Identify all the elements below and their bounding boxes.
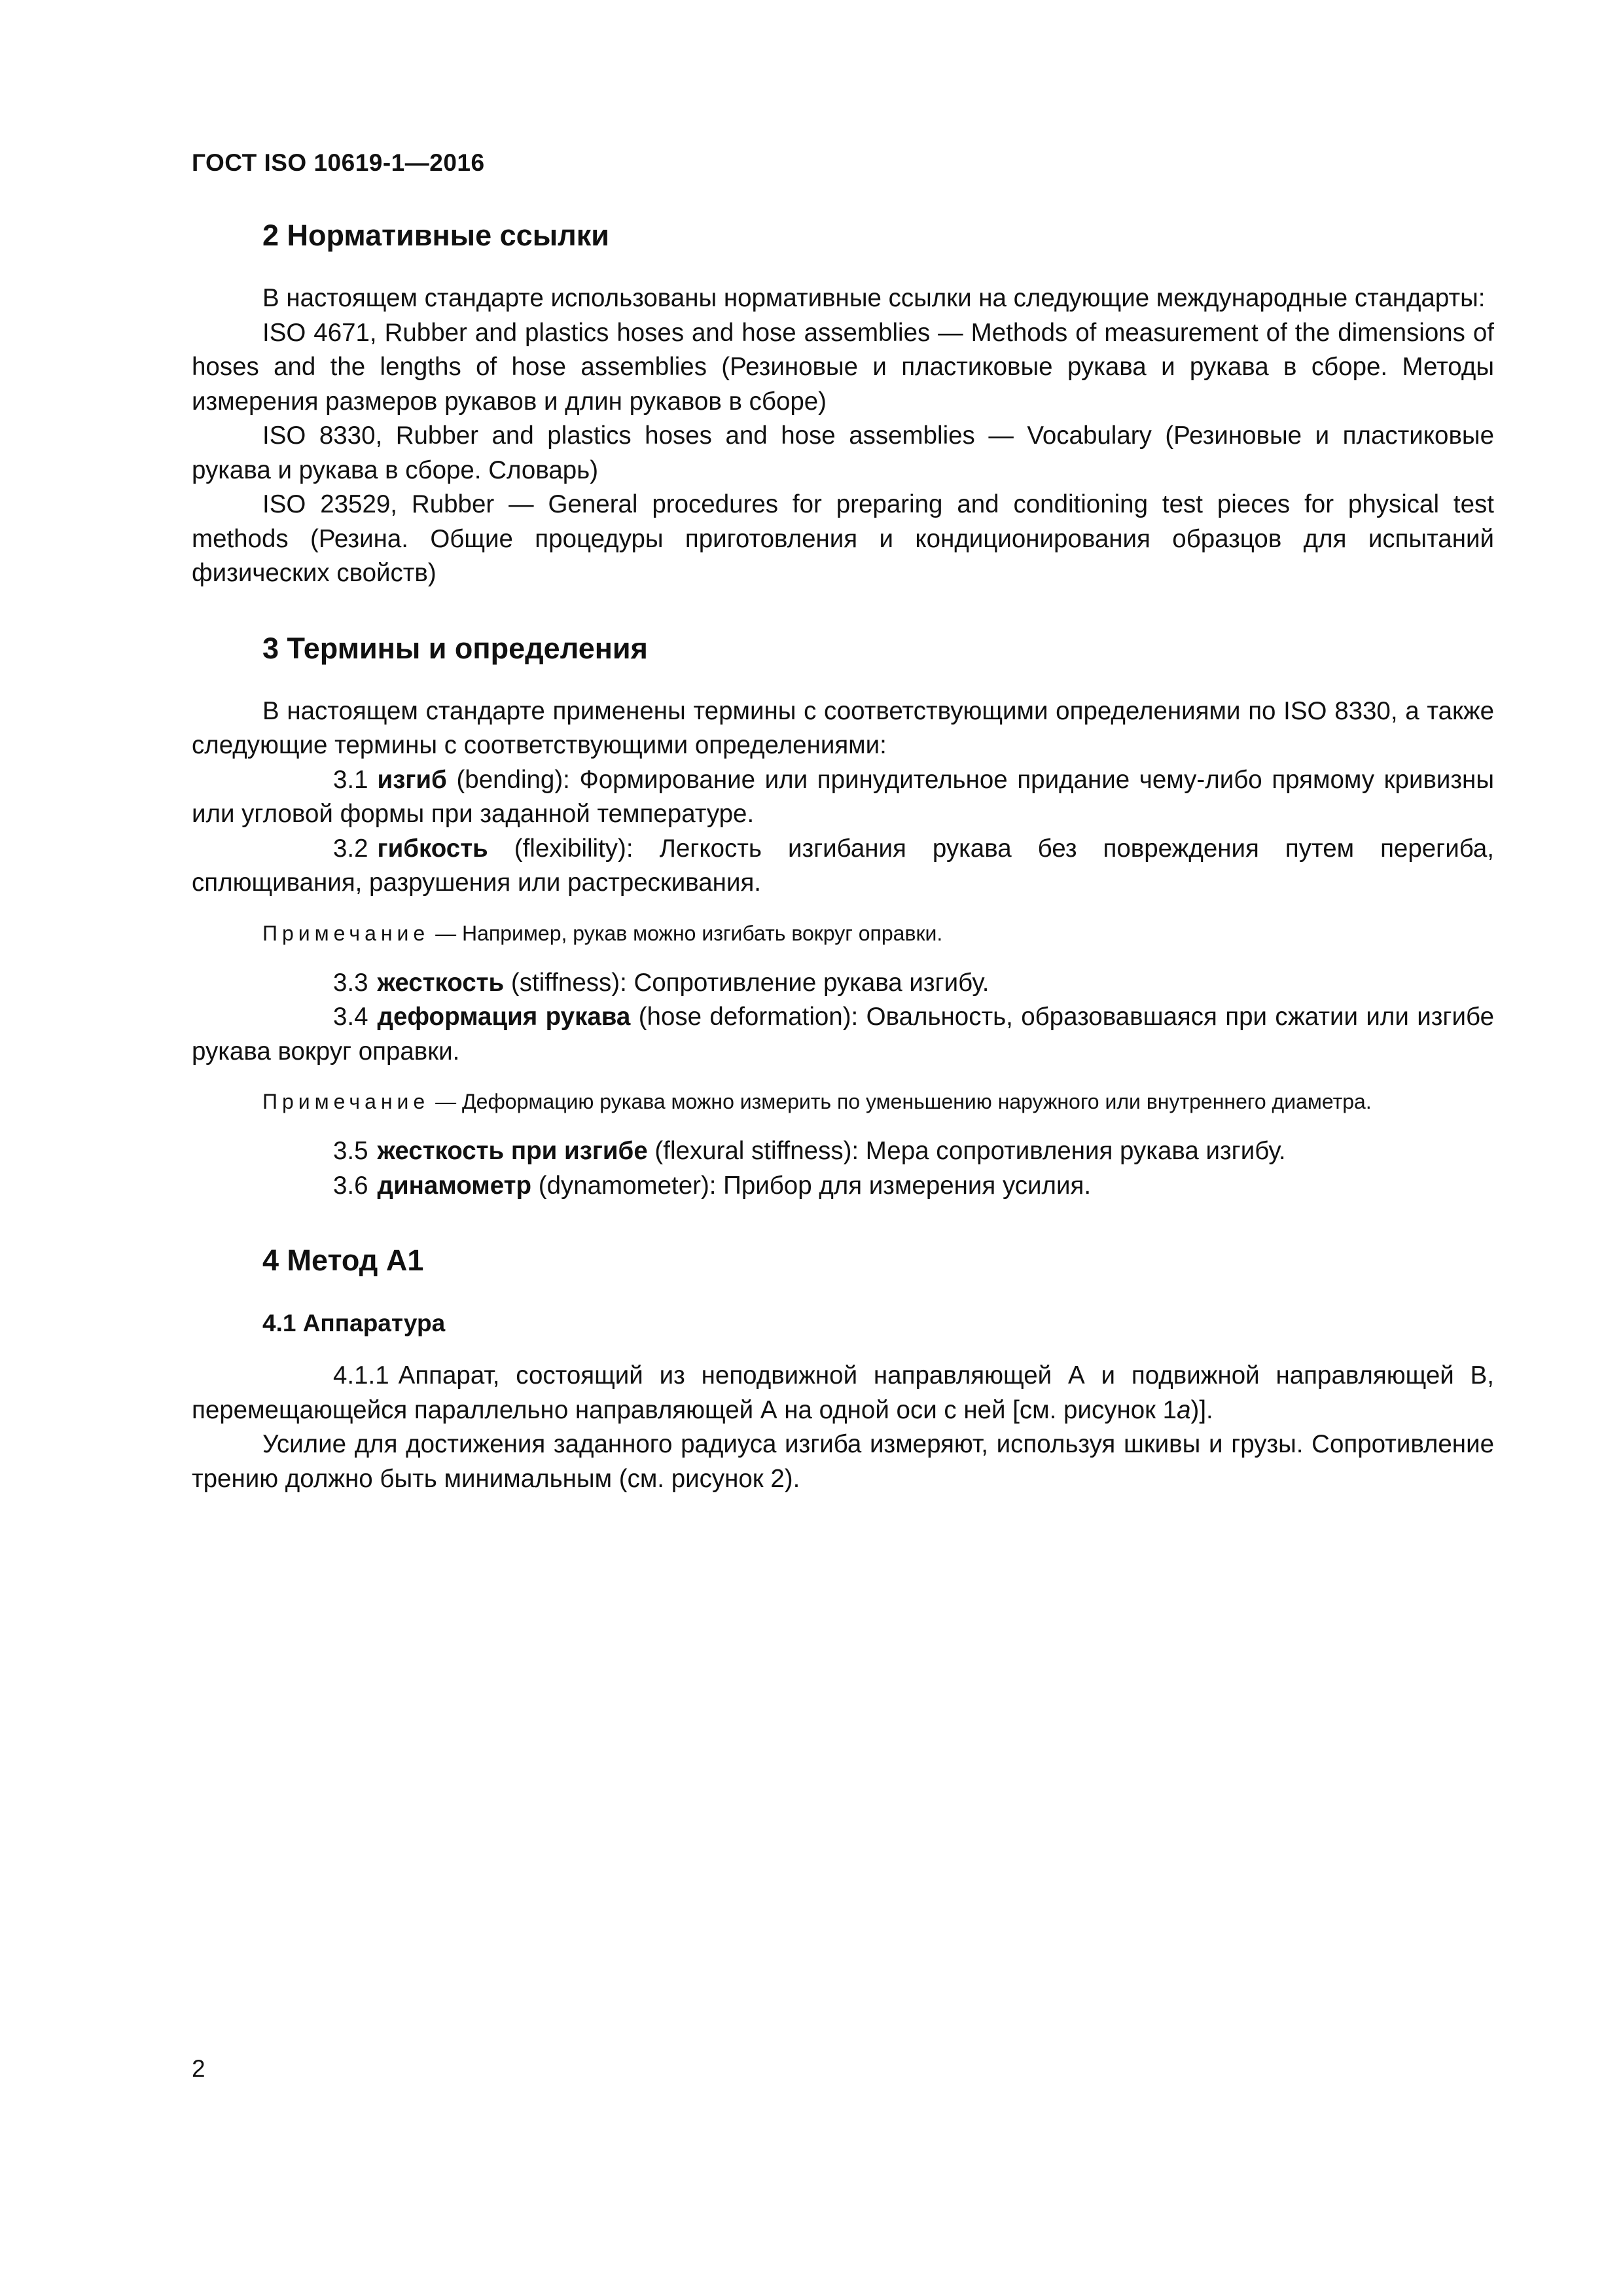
term-3-5 [192, 1134, 1494, 1169]
figure-ref-letter: а [1177, 1395, 1191, 1424]
document-header-code: ГОСТ ISO 10619-1—2016 [192, 149, 485, 176]
term-name: гибкость [377, 834, 488, 863]
reference-iso-8330: ISO 8330, Rubber and plastics hoses and hose assemblies — Vocabulary (Резиновые и пластиковые рукава и рукава в сборе. Словарь) [192, 422, 1494, 484]
term-3-1 [192, 763, 1494, 832]
term-number: 3.5 [333, 1137, 368, 1165]
note-text: — Например, рукав можно изгибать вокруг оправки. [429, 921, 943, 945]
note-text: — Деформацию рукава можно измерить по уменьшению наружного или внутреннего диаметра. [429, 1090, 1372, 1113]
term-definition: (stiffness): Сопротивление рукава изгибу. [504, 968, 990, 997]
term-name: динамометр [377, 1171, 532, 1200]
clause-4-1-1-paragraph-2: Усилие для достижения заданного радиуса изгиба измеряют, используя шкивы и грузы. Сопротивление трению должно быть минимальным (см. рисунок 2). [192, 1430, 1494, 1493]
section-3-heading: 3 Термины и определения [262, 631, 648, 665]
clause-text: Аппарат, состоящий из неподвижной направляющей А и подвижной направляющей В, перемещающейся параллельно направляющей А на одной оси с ней [см. рисунок 1 [192, 1361, 1494, 1424]
clause-number: 4.1.1 [333, 1361, 389, 1390]
page-number: 2 [192, 2055, 205, 2082]
section-3-intro: В настоящем стандарте применены термины с соответствующими определениями по ISO 8330, а также следующие термины с соответствующими определениями: [192, 696, 1494, 759]
section-2-heading: 2 Нормативные ссылки [262, 219, 609, 252]
term-number: 3.2 [333, 834, 368, 863]
term-number: 3.3 [333, 968, 368, 997]
note-2 [192, 1087, 1494, 1116]
term-number: 3.6 [333, 1171, 368, 1200]
term-3-2 [192, 832, 1494, 901]
term-definition: (dynamometer): Прибор для измерения усилия. [531, 1171, 1092, 1200]
term-definition: (bending): Формирование или принудительное придание чему-либо прямому кривизны или угловой формы при заданной температуре. [192, 765, 1494, 828]
term-number: 3.1 [333, 765, 368, 794]
term-3-3 [192, 966, 1494, 1001]
note-label: Примечание [262, 1090, 430, 1113]
term-name: деформация рукава [377, 1003, 631, 1031]
clause-text-end: )]. [1190, 1395, 1213, 1424]
term-name: жесткость при изгибе [377, 1137, 648, 1165]
term-definition: (hose deformation): Овальность, образовавшаяся при сжатии или изгибе рукава вокруг оправки. [192, 1003, 1494, 1066]
term-definition: (flexibility): Легкость изгибания рукава без повреждения путем перегиба, сплющивания, разрушения или растрескивания. [192, 834, 1494, 897]
section-4-heading: 4 Метод А1 [262, 1244, 424, 1277]
term-3-6 [192, 1169, 1494, 1204]
section-2-intro: В настоящем стандарте использованы нормативные ссылки на следующие международные стандарты: [262, 284, 1486, 312]
term-name: жесткость [377, 968, 505, 997]
term-definition: (flexural stiffness): Мера сопротивления рукава изгибу. [647, 1137, 1286, 1165]
reference-iso-4671: ISO 4671, Rubber and plastics hoses and hose assemblies — Methods of measurement of the dimensions of hoses and the lengths of hose assemblies (Резиновые и пластиковые рукава и рукава в сборе. Методы измерения размеров рукавов и длин рукавов в сборе) [192, 318, 1494, 416]
term-name: изгиб [377, 765, 447, 794]
term-number: 3.4 [333, 1003, 368, 1031]
note-1 [192, 919, 1494, 948]
clause-4-1-1 [192, 1359, 1494, 1427]
reference-iso-23529: ISO 23529, Rubber — General procedures for preparing and conditioning test pieces for physical test methods (Резина. Общие процедуры приготовления и кондиционирования образцов для испытаний физических свойств) [192, 490, 1494, 587]
subsection-4-1-heading: 4.1 Аппаратура [262, 1310, 446, 1336]
term-3-4 [192, 1000, 1494, 1069]
note-label: Примечание [262, 921, 430, 945]
document-body [192, 216, 1494, 1496]
